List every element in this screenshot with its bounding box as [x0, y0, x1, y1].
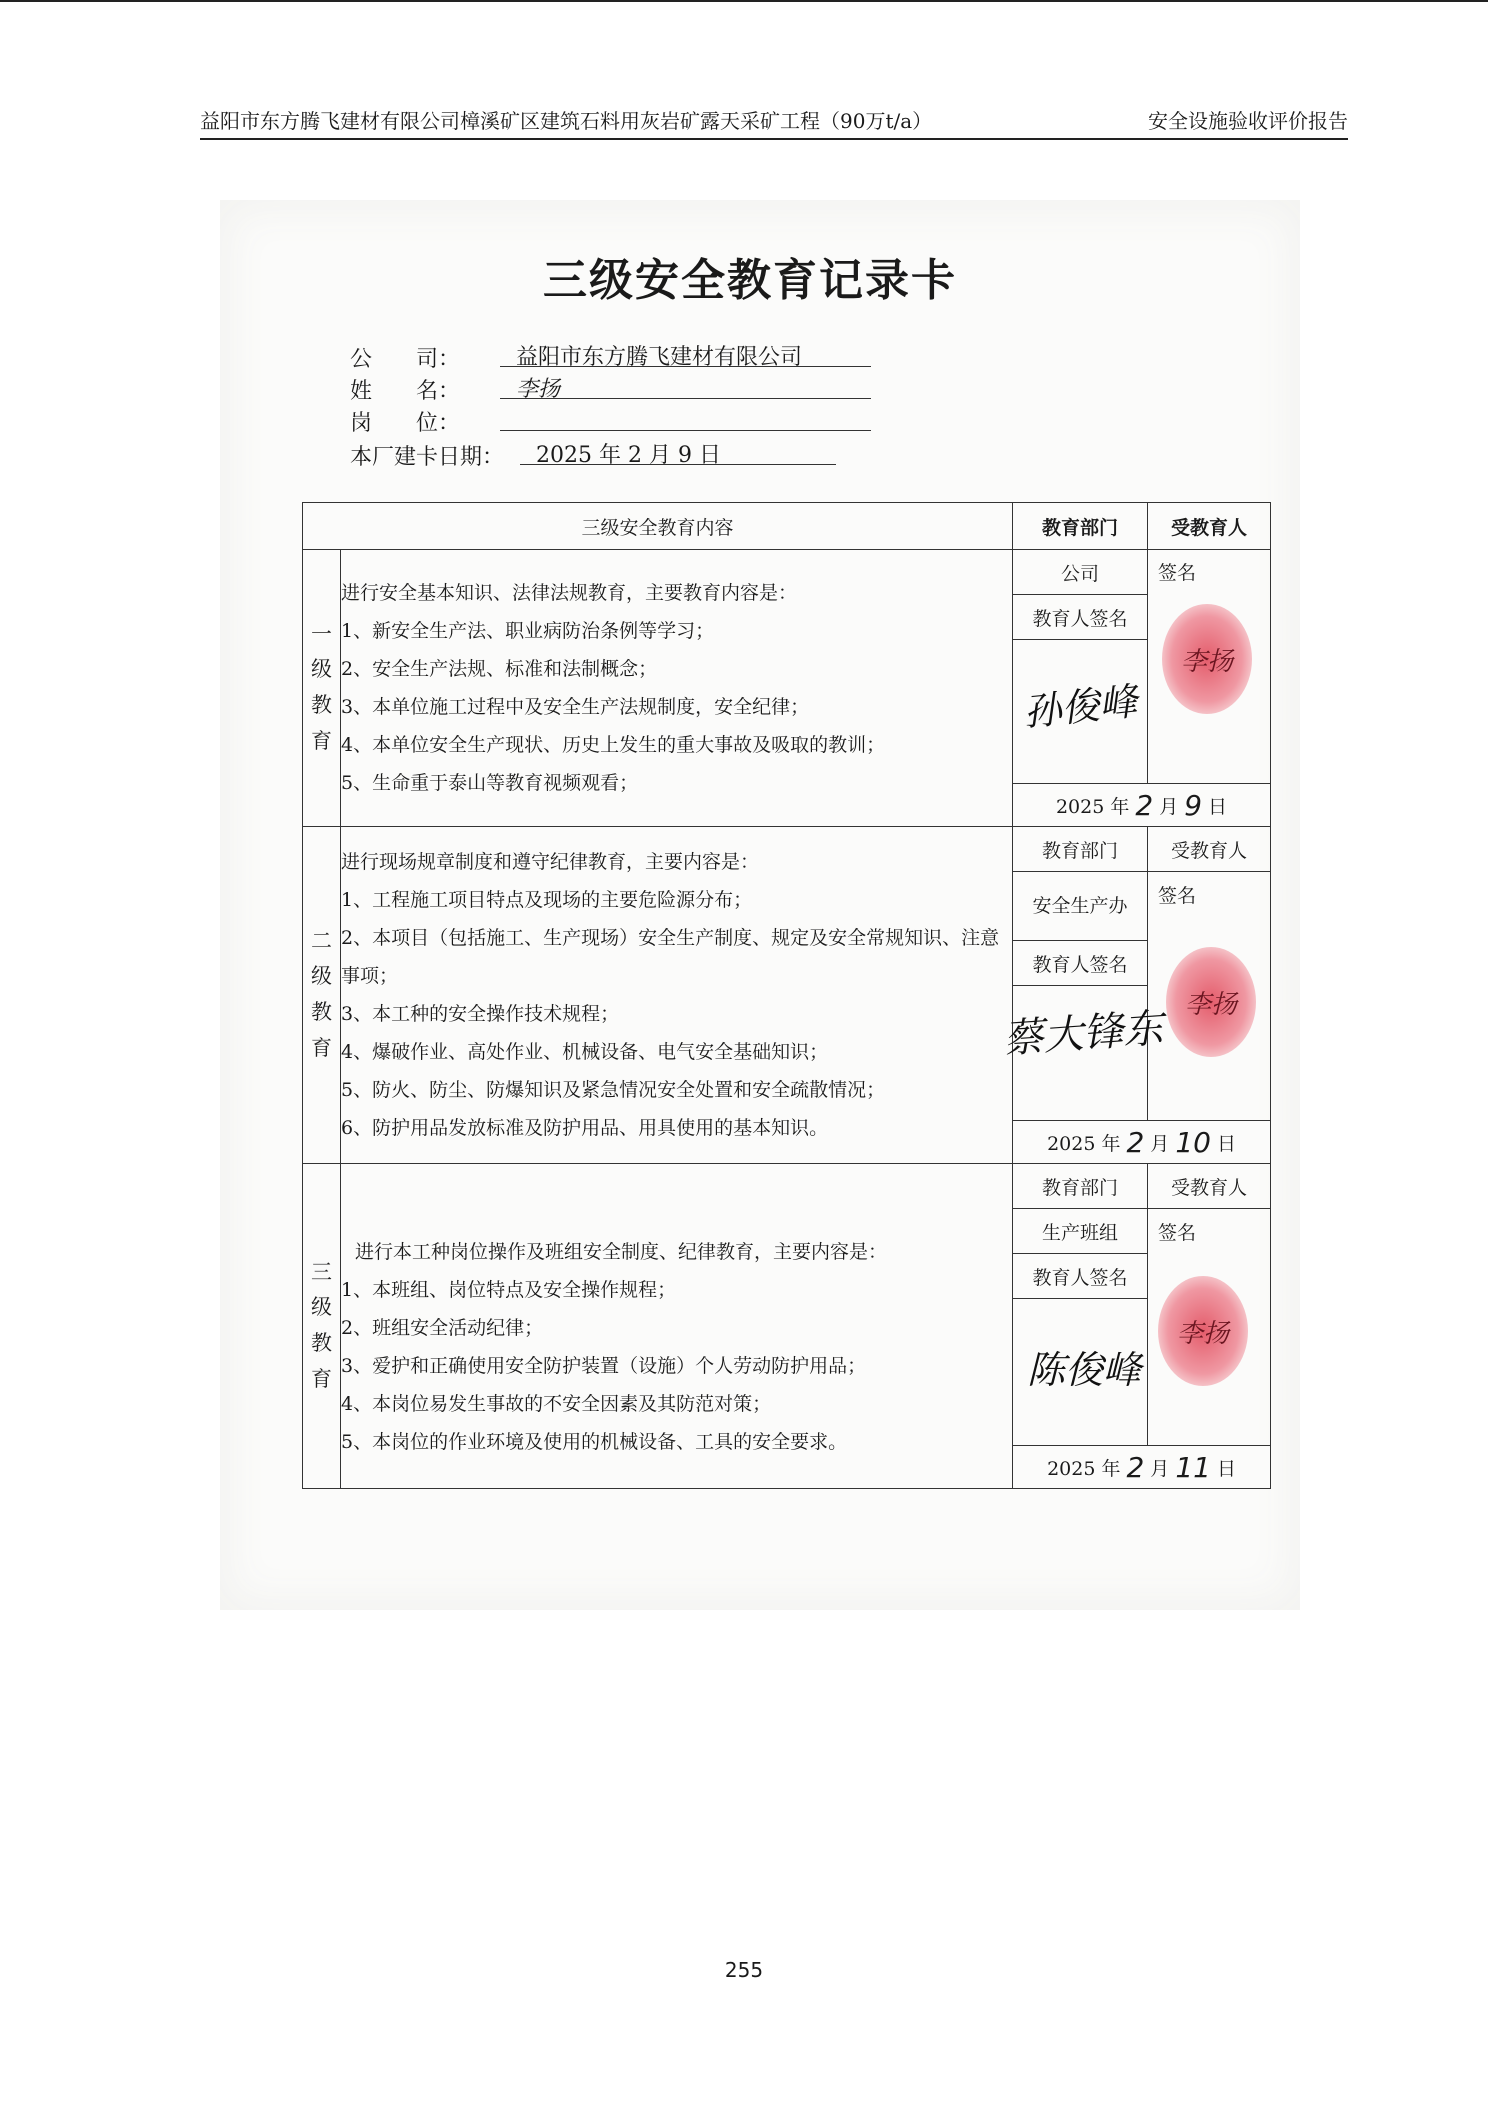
header-report-title: 安全设施验收评价报告: [1148, 109, 1348, 133]
level-3-line: 进行本工种岗位操作及班组安全制度、纪律教育，主要内容是：: [355, 1241, 888, 1263]
level-1-signoff: [1013, 550, 1271, 827]
level-2-teacher-sig-label: 教育人签名: [1013, 941, 1147, 986]
level-3-content: [341, 1164, 1013, 1489]
level-1-line: 4、本单位安全生产现状、历史上发生的重大事故及吸取的教训；: [341, 734, 886, 756]
post-value: [500, 404, 871, 431]
level-3-date: 2025 年 2 月 11 日: [1013, 1445, 1270, 1488]
level-2-fingerprint-seal: [1166, 947, 1256, 1057]
level-2-recv-signature: 李扬: [1185, 989, 1238, 1020]
name-label: 姓 名：: [350, 379, 461, 404]
level-1-recv-sig-label: 签名: [1158, 562, 1197, 584]
dept-header: 教育部门: [1013, 503, 1148, 549]
level-2-recv-header: 受教育人: [1148, 827, 1270, 872]
level-1-teacher-signature: 孙俊峰: [1021, 679, 1140, 735]
level-2-dept: 安全生产办: [1013, 872, 1147, 941]
level-2-day: 10: [1175, 1125, 1211, 1159]
company-label: 公 司：: [350, 347, 461, 372]
card-date-value: 2025 年 2 月 9 日: [520, 438, 836, 465]
level-1-line: 进行安全基本知识、法律法规教育，主要教育内容是：: [341, 582, 798, 604]
level-3-line: 5、本岗位的作业环境及使用的机械设备、工具的安全要求。: [341, 1431, 848, 1453]
level-2-date: 2025 年 2 月 10 日: [1013, 1120, 1270, 1163]
level-1-content: [341, 550, 1013, 827]
level-3-line: 4、本岗位易发生事故的不安全因素及其防范对策；: [341, 1393, 772, 1415]
company-value: 益阳市东方腾飞建材有限公司: [500, 340, 871, 367]
level-2-recv-sig-label: 签名: [1158, 885, 1197, 907]
level-2-month: 2: [1126, 1125, 1145, 1159]
page-top-border: [0, 0, 1488, 2]
level-2-line: 1、工程施工项目特点及现场的主要危险源分布；: [341, 889, 753, 911]
level-2-label: 二 级 教 育: [303, 827, 341, 1164]
level-1-line: 3、本单位施工过程中及安全生产法规制度，安全纪律；: [341, 696, 810, 718]
level-3-fingerprint-seal: [1158, 1276, 1248, 1386]
level-3-dept: 生产班组: [1013, 1209, 1147, 1254]
level-2-signoff: [1001, 827, 1271, 1164]
level-2-line: 2、本项目（包括施工、生产现场）安全生产制度、规定及安全常规知识、注意事项；: [341, 927, 1000, 987]
level-3-day: 11: [1175, 1450, 1211, 1484]
level-1-day: 9: [1184, 788, 1203, 822]
header-project-title: 益阳市东方腾飞建材有限公司樟溪矿区建筑石料用灰岩矿露天采矿工程（90万t/a）: [200, 109, 933, 133]
level-1-line: 2、安全生产法规、标准和法制概念；: [341, 658, 658, 680]
level-2-line: 4、爆破作业、高处作业、机械设备、电气安全基础知识；: [341, 1041, 829, 1063]
level-3-dept-header: 教育部门: [1013, 1164, 1147, 1209]
page-number: 255: [724, 1958, 764, 1982]
level-3-recv-sig-label: 签名: [1158, 1222, 1197, 1244]
running-header: [200, 108, 1348, 140]
level-3-month: 2: [1126, 1450, 1145, 1484]
education-record-table: [302, 502, 1271, 1489]
level-2-teacher-signature: 蔡大锋东: [1001, 1005, 1165, 1063]
card-date-label: 本厂建卡日期：: [350, 445, 505, 470]
level-3-line: 3、爱护和正确使用安全防护装置（设施）个人劳动防护用品；: [341, 1355, 867, 1377]
level-1-row: [303, 550, 1271, 827]
level-2-line: 3、本工种的安全操作技术规程；: [341, 1003, 620, 1025]
name-value: 李扬: [500, 372, 871, 399]
card-title: 三级安全教育记录卡: [543, 255, 957, 306]
level-3-teacher-sig-label: 教育人签名: [1013, 1254, 1147, 1299]
content-header: 三级安全教育内容: [303, 503, 1013, 550]
level-1-date: 2025 年 2 月 9 日: [1013, 783, 1270, 826]
right-header: [1013, 503, 1271, 550]
level-1-label: 一 级 教 育: [303, 550, 341, 827]
level-1-fingerprint-seal: [1162, 604, 1252, 714]
level-1-month: 2: [1135, 788, 1154, 822]
card-date-field: [350, 440, 721, 471]
level-3-line: 2、班组安全活动纪律；: [341, 1317, 544, 1339]
level-2-line: 6、防护用品发放标准及防护用品、用具使用的基本知识。: [341, 1117, 829, 1139]
level-2-line: 5、防火、防尘、防爆知识及紧急情况安全处置和安全疏散情况；: [341, 1079, 886, 1101]
level-3-row: [303, 1164, 1271, 1489]
company-field: [350, 342, 803, 373]
level-1-teacher-sig-label: 教育人签名: [1013, 595, 1147, 640]
level-3-recv-header: 受教育人: [1148, 1164, 1270, 1209]
level-2-row: [303, 827, 1271, 1164]
level-3-signoff: [1013, 1164, 1271, 1489]
level-3-recv-signature: 李扬: [1177, 1318, 1230, 1349]
level-2-line: 进行现场规章制度和遵守纪律教育，主要内容是：: [341, 851, 760, 873]
level-1-dept: 公司: [1013, 550, 1147, 595]
level-1-line: 1、新安全生产法、职业病防治条例等学习；: [341, 620, 715, 642]
post-label: 岗 位：: [350, 411, 461, 436]
post-field: [350, 406, 500, 437]
level-3-line: 1、本班组、岗位特点及安全操作规程；: [341, 1279, 677, 1301]
recv-header: 受教育人: [1171, 516, 1248, 539]
level-1-line: 5、生命重于泰山等教育视频观看；: [341, 772, 639, 794]
level-3-teacher-signature: 陈俊峰: [1027, 1348, 1142, 1392]
level-3-label: 三 级 教 育: [303, 1164, 341, 1489]
level-1-recv-signature: 李扬: [1181, 646, 1234, 677]
name-field: [350, 374, 561, 405]
level-2-dept-header: 教育部门: [1013, 827, 1147, 872]
level-2-content: [341, 827, 1013, 1164]
